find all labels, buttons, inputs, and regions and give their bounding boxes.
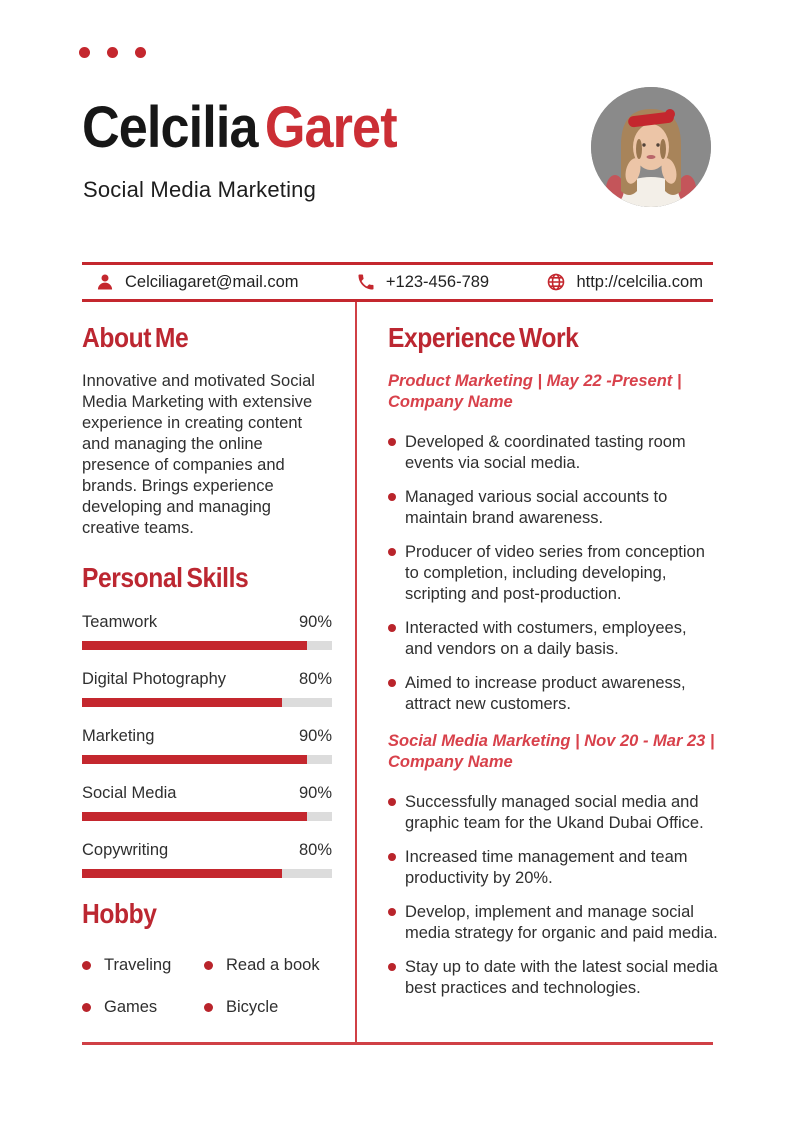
hobby-item bbox=[204, 956, 332, 975]
hobby-label: Traveling bbox=[104, 955, 172, 974]
skill-row bbox=[82, 841, 332, 860]
skills-list bbox=[82, 613, 332, 878]
last-name: Garet bbox=[264, 95, 397, 160]
decorative-dots bbox=[79, 47, 146, 58]
contact-email bbox=[95, 272, 299, 292]
bullet-dot-icon bbox=[82, 961, 91, 970]
phone-icon bbox=[356, 272, 376, 292]
skill-label: Social Media bbox=[82, 784, 177, 803]
job-bullet: Producer of video series from conception to completion, including developing, scripting and post-production. bbox=[388, 542, 718, 605]
skill-item bbox=[82, 670, 332, 707]
hobby-title: Hobby bbox=[82, 898, 157, 930]
profile-photo bbox=[591, 87, 711, 207]
column-divider bbox=[355, 302, 357, 1042]
globe-icon bbox=[546, 272, 566, 292]
decorative-dot bbox=[107, 47, 118, 58]
hobby-item bbox=[82, 956, 204, 975]
job-bullet: Developed & coordinated tasting room events via social media. bbox=[388, 432, 718, 474]
decorative-dot bbox=[135, 47, 146, 58]
skill-percent: 80% bbox=[298, 841, 332, 860]
bottom-rule bbox=[82, 1042, 713, 1045]
skill-row bbox=[82, 784, 332, 803]
skill-bar-track bbox=[82, 755, 332, 764]
skill-percent: 90% bbox=[298, 784, 332, 803]
job-bullet: Successfully managed social media and graphic team for the Ukand Dubai Office. bbox=[388, 792, 718, 834]
person-icon bbox=[95, 272, 115, 292]
skill-row bbox=[82, 670, 332, 689]
skill-percent: 90% bbox=[298, 613, 332, 632]
hobby-list bbox=[82, 956, 332, 1017]
job1-heading: Product Marketing | May 22 -Present | Company Name bbox=[388, 372, 682, 412]
email-value[interactable]: Celciliagaret@mail.com bbox=[125, 272, 299, 291]
skill-label: Teamwork bbox=[82, 613, 158, 632]
bullet-dot-icon bbox=[204, 961, 213, 970]
skill-label: Copywriting bbox=[82, 841, 169, 860]
bullet-dot-icon bbox=[204, 1003, 213, 1012]
hobby-label: Bicycle bbox=[226, 997, 279, 1016]
experience-work-title: Experience Work bbox=[388, 322, 579, 353]
skill-bar-track bbox=[82, 698, 332, 707]
personal-skills-title: Personal Skills bbox=[82, 562, 249, 594]
job-title-subtitle: Social Media Marketing bbox=[83, 177, 317, 202]
job-bullet: Interacted with costumers, employees, and vendors on a daily basis. bbox=[388, 618, 718, 660]
first-name: Celcilia bbox=[82, 95, 258, 160]
skill-label: Marketing bbox=[82, 727, 155, 746]
skill-item bbox=[82, 784, 332, 821]
about-me-title: About Me bbox=[82, 322, 189, 353]
contact-bar bbox=[82, 262, 713, 302]
contact-phone bbox=[356, 272, 489, 292]
website-value[interactable]: http://celcilia.com bbox=[576, 272, 703, 291]
bullet-dot-icon bbox=[82, 1003, 91, 1012]
hobby-item bbox=[82, 998, 204, 1017]
profile-photo-illustration bbox=[591, 87, 711, 207]
job-bullet: Develop, implement and manage social media strategy for organic and paid media. bbox=[388, 902, 718, 944]
skill-bar-fill bbox=[82, 755, 307, 764]
job-bullet: Managed various social accounts to maintain brand awareness. bbox=[388, 487, 718, 529]
skill-percent: 90% bbox=[298, 727, 332, 746]
skill-row bbox=[82, 727, 332, 746]
hobby-item bbox=[204, 998, 332, 1017]
contact-website bbox=[546, 272, 703, 292]
skill-bar-track bbox=[82, 812, 332, 821]
job2-bullet-list bbox=[388, 792, 718, 999]
skill-percent: 80% bbox=[298, 670, 332, 689]
phone-value[interactable]: +123-456-789 bbox=[385, 272, 490, 291]
job-bullet: Aimed to increase product awareness, attract new customers. bbox=[388, 673, 718, 715]
skill-bar-fill bbox=[82, 641, 307, 650]
right-column bbox=[388, 305, 718, 1012]
skill-row bbox=[82, 613, 332, 632]
job2-heading: Social Media Marketing | Nov 20 - Mar 23 | Company Name bbox=[388, 732, 715, 772]
hobby-label: Read a book bbox=[226, 955, 320, 974]
job-bullet: Increased time management and team productivity by 20%. bbox=[388, 847, 718, 889]
skill-item bbox=[82, 841, 332, 878]
person-name bbox=[82, 96, 397, 161]
job1-bullet-list bbox=[388, 432, 718, 715]
left-column bbox=[82, 305, 332, 1017]
skill-bar-fill bbox=[82, 698, 282, 707]
skill-item bbox=[82, 727, 332, 764]
skill-item bbox=[82, 613, 332, 650]
skill-bar-fill bbox=[82, 869, 282, 878]
skill-label: Digital Photography bbox=[82, 670, 227, 689]
skill-bar-track bbox=[82, 869, 332, 878]
about-me-text: Innovative and motivated Social Media Marketing with extensive experience in creating content and managing the online presence of companies and brands. Brings experience developing and managing creative teams. bbox=[82, 372, 315, 538]
job-bullet: Stay up to date with the latest social media best practices and technologies. bbox=[388, 957, 718, 999]
skill-bar-fill bbox=[82, 812, 307, 821]
decorative-dot bbox=[79, 47, 90, 58]
skill-bar-track bbox=[82, 641, 332, 650]
hobby-label: Games bbox=[104, 997, 158, 1016]
